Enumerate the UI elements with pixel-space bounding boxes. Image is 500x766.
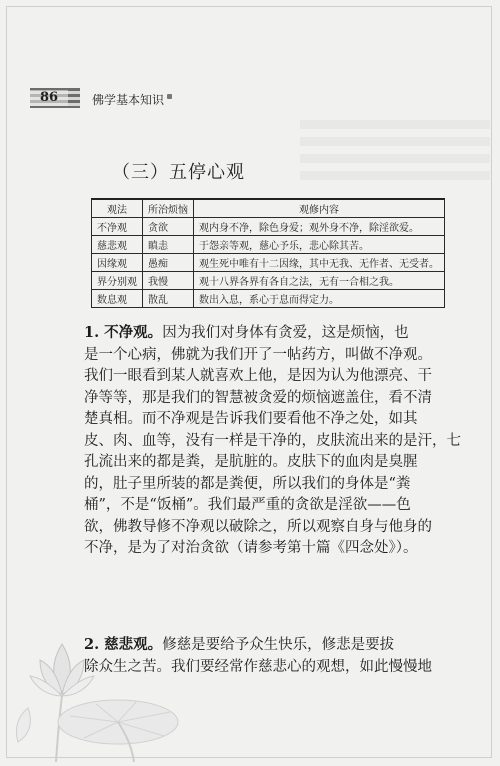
table-cell-content: 数出入息，系心于息而得定力。 bbox=[194, 290, 445, 308]
table-cell-method: 不净观 bbox=[92, 218, 143, 236]
paragraph-heading: 1. 不净观。 bbox=[84, 324, 163, 341]
paragraph-line bbox=[84, 322, 470, 345]
running-book-title: 佛学基本知识 bbox=[92, 93, 165, 107]
paragraph-text: 修慈是要给予众生快乐，修悲是要拔 bbox=[162, 637, 395, 653]
paragraph-line: 净等等，那是我们的智慧被贪爱的烦恼遮盖住，看不清 bbox=[84, 389, 432, 406]
table-row bbox=[92, 290, 445, 308]
table-header-cell: 观修内容 bbox=[194, 199, 445, 218]
paragraph-impurity-contemplation bbox=[84, 322, 470, 560]
paragraph-line: 除众生之苦。我们要经常作慈悲心的观想，如此慢慢地 bbox=[84, 658, 432, 675]
table-row bbox=[92, 272, 445, 290]
paragraph-heading: 2. 慈悲观。 bbox=[84, 636, 163, 653]
paragraph-line: 孔流出来的都是粪，是肮脏的。皮肤下的血肉是臭腥 bbox=[84, 454, 418, 470]
table-cell-affliction: 瞋恚 bbox=[143, 236, 194, 254]
paragraph-line: 桶”，不是“饭桶”。我们最严重的贪欲是淫欲——色 bbox=[84, 497, 411, 513]
page-header bbox=[0, 84, 500, 110]
paragraph-line: 欲，佛教导修不净观以破除之，所以观察自身与他身的 bbox=[84, 518, 432, 535]
section-title: （三）五停心观 bbox=[112, 162, 245, 183]
page-number: 86 bbox=[30, 90, 68, 106]
table-cell-affliction: 贪欲 bbox=[143, 218, 194, 236]
paragraph-text: 因为我们对身体有贪爱，这是烦恼，也 bbox=[162, 325, 409, 341]
table-cell-affliction: 散乱 bbox=[143, 290, 194, 308]
table-cell-method: 界分别观 bbox=[92, 272, 143, 290]
header-bullet-icon bbox=[167, 94, 172, 99]
table-header-row bbox=[92, 199, 445, 218]
five-methods-table bbox=[91, 198, 445, 308]
table-row bbox=[92, 218, 445, 236]
table-cell-content: 观生死中唯有十二因缘，其中无我、无作者、无受者。 bbox=[194, 254, 445, 272]
table-cell-method: 数息观 bbox=[92, 290, 143, 308]
table-cell-method: 慈悲观 bbox=[92, 236, 143, 254]
table-cell-affliction: 我慢 bbox=[143, 272, 194, 290]
bleed-through-texture bbox=[300, 120, 490, 180]
table-row bbox=[92, 236, 445, 254]
paragraph-line: 楚真相。而不净观是告诉我们要看他不净之处，如其 bbox=[84, 411, 418, 427]
table-cell-affliction: 愚痴 bbox=[143, 254, 194, 272]
table-row bbox=[92, 254, 445, 272]
lotus-illustration bbox=[0, 612, 200, 762]
table-cell-method: 因缘观 bbox=[92, 254, 143, 272]
table-cell-content: 于怨亲等观，慈心予乐，悲心除其苦。 bbox=[194, 236, 445, 254]
table-header-cell: 所治烦恼 bbox=[143, 199, 194, 218]
table-cell-content: 观十八界各界有各自之法，无有一合相之我。 bbox=[194, 272, 445, 290]
paragraph-line: 不净，是为了对治贪欲（请参考第十篇《四念处》）。 bbox=[84, 540, 418, 556]
paragraph-line: 的，肚子里所装的都是粪便，所以我们的身体是“粪 bbox=[84, 475, 411, 492]
paragraph-line: 皮、肉、血等，没有一样是干净的，皮肤流出来的是汗，七 bbox=[84, 432, 461, 449]
table-header-cell: 观法 bbox=[92, 199, 143, 218]
paragraph-line: 是一个心病，佛就为我们开了一帖药方，叫做不净观。 bbox=[84, 346, 432, 363]
table-cell-content: 观内身不净，除色身爱；观外身不净，除淫欲爱。 bbox=[194, 218, 445, 236]
paragraph-line: 我们一眼看到某人就喜欢上他，是因为认为他漂亮、干 bbox=[84, 368, 432, 384]
